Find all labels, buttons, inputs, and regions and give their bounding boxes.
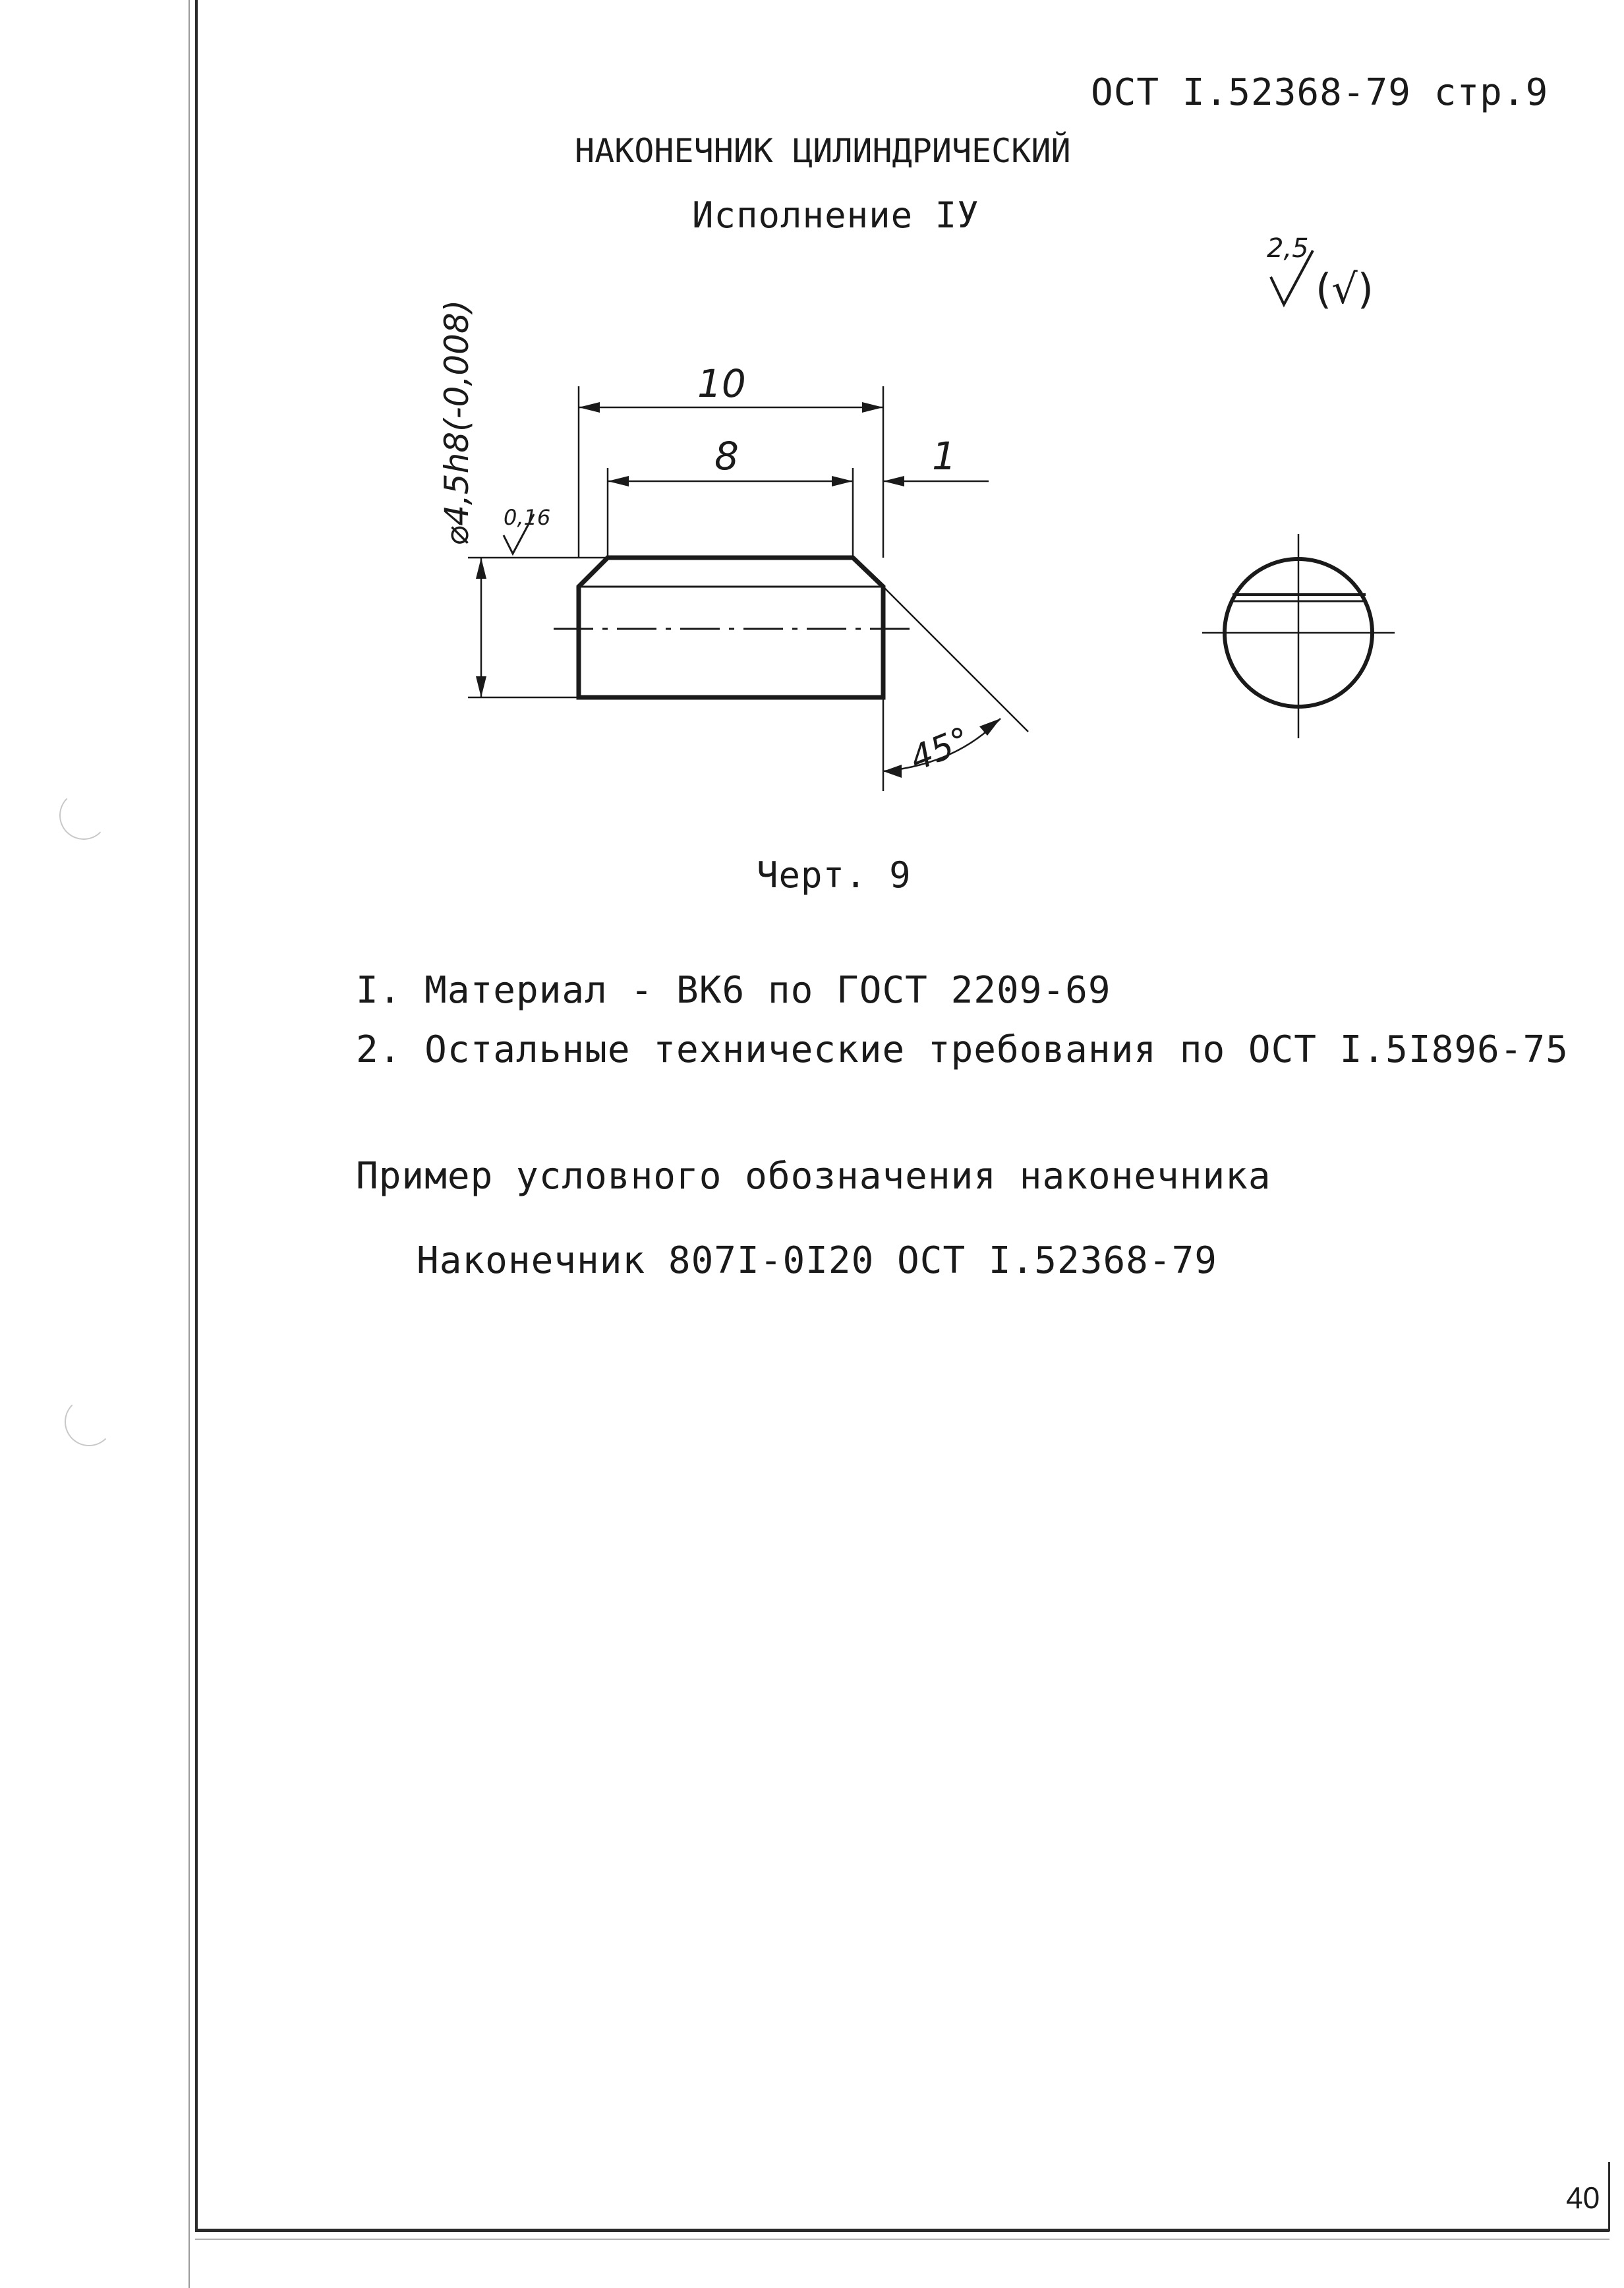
dimension-angle: 45° xyxy=(904,719,976,780)
frame-left-border xyxy=(195,0,198,2231)
roughness-suffix: (√) xyxy=(1316,265,1374,313)
frame-bottom-border-secondary xyxy=(195,2239,1610,2240)
dimension-chamfer-size: 1 xyxy=(932,434,956,479)
arrowhead xyxy=(883,476,904,486)
dimension-body-length: 8 xyxy=(714,434,739,479)
page-number: 40 xyxy=(1566,2181,1600,2215)
punch-hole-mark xyxy=(59,791,108,840)
roughness-value: 2,5 xyxy=(1267,233,1309,264)
technical-drawing-side-view xyxy=(435,299,1068,811)
note-technical-requirements: 2. Остальные технические требования по ОСТ I.5I896-75 xyxy=(356,1028,1569,1071)
local-roughness-value: 0,16 xyxy=(504,505,551,530)
arrowhead xyxy=(476,676,486,697)
roughness-symbol xyxy=(1252,231,1410,316)
arrowhead xyxy=(979,719,1000,736)
figure-caption: Черт. 9 xyxy=(757,854,912,896)
page-title: НАКОНЕЧНИК ЦИЛИНДРИЧЕСКИЙ xyxy=(575,132,1071,170)
arrowhead xyxy=(883,765,902,778)
dimension-total-length: 10 xyxy=(697,361,746,406)
chamfer-extension-line xyxy=(883,587,1028,732)
technical-drawing-end-view xyxy=(1193,534,1404,745)
frame-bottom-border xyxy=(195,2229,1610,2232)
example-heading: Пример условного обозначения наконечника xyxy=(356,1155,1271,1198)
part-outline xyxy=(579,558,883,697)
arrowhead xyxy=(579,402,600,413)
punch-hole-mark xyxy=(65,1397,113,1446)
arrowhead xyxy=(608,476,629,486)
document-reference: ОСТ I.52368-79 стр.9 xyxy=(1091,71,1549,114)
note-material: I. Материал - ВК6 по ГОСТ 2209-69 xyxy=(356,969,1111,1012)
page-subtitle: Исполнение IУ xyxy=(692,194,979,236)
example-designation: Наконечник 807I-0I20 ОСТ I.52368-79 xyxy=(417,1239,1218,1282)
dimension-diameter: ⌀4,5h8(-0,008) xyxy=(438,299,476,546)
arrowhead xyxy=(862,402,883,413)
frame-right-border xyxy=(1608,2162,1610,2231)
arrowhead xyxy=(476,558,486,579)
arrowhead xyxy=(832,476,853,486)
binding-line xyxy=(188,0,190,2288)
